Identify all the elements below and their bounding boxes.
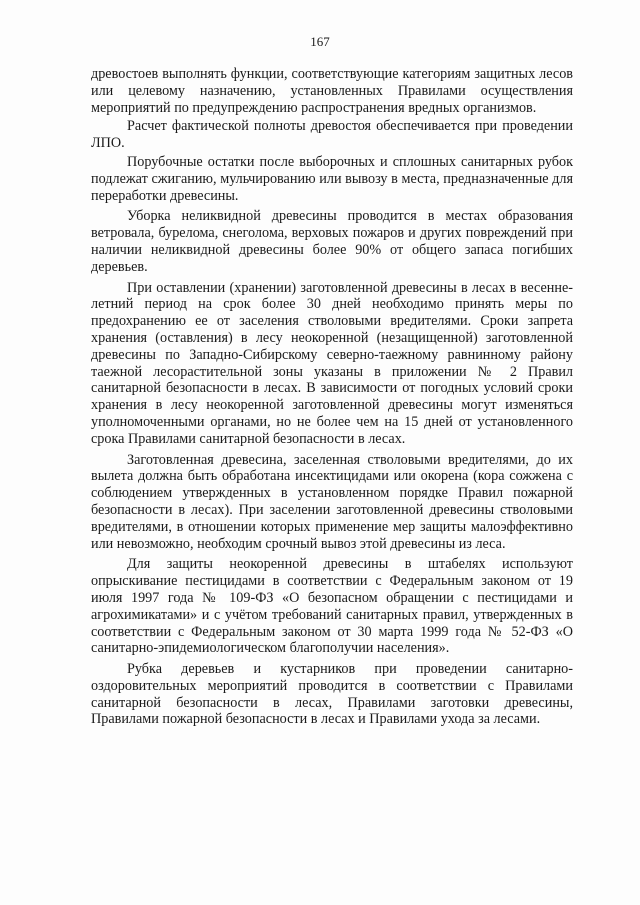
page-number: 167	[310, 34, 330, 49]
paragraph-sanitary-felling: Рубка деревьев и кустарников при проведении санитарно-оздоровительных мероприятий проводится в соответствии с Правилами санитарной безопасности в лесах, Правилами заготовки древесины, Правилами пожарной безопасности в лесах и Правилами ухода за лесами.	[91, 661, 573, 728]
paragraph-density-calculation: Расчет фактической полноты древостоя обеспечивается при проведении ЛПО.	[91, 118, 573, 152]
paragraph-pesticide-spraying: Для защиты неокоренной древесины в штабелях используют опрыскивание пестицидами в соответствии с Федеральным законом от 19 июля 1997 года № 109-ФЗ «О безопасном обращении с пестицидами и агрохимикатами» и с учётом требований санитарных правил, утвержденных в соответствии с Федеральным законом от 30 марта 1999 года № 52-ФЗ «О санитарно-эпидемиологическом благополучии населения».	[91, 556, 573, 657]
paragraph-illiquid-wood-removal: Уборка неликвидной древесины проводится в местах образования ветровала, бурелома, снеголома, верховых пожаров и других повреждений при наличии неликвидной древесины более 90% от общего запаса погибших деревьев.	[91, 208, 573, 275]
document-body	[91, 66, 573, 732]
paragraph-logging-residues: Порубочные остатки после выборочных и сплошных санитарных рубок подлежат сжиганию, мульчированию или вывозу в места, предназначенные для переработки древесины.	[91, 153, 573, 204]
paragraph-infested-wood: Заготовленная древесина, заселенная стволовыми вредителями, до их вылета должна быть обработана инсектицидами или окорена (кора сожжена с соблюдением утвержденных в установленном порядке Правил пожарной безопасности в лесах). При заселении заготовленной древесины стволовыми вредителями, в отношении которых применение мер защиты малоэффективно или невозможно, необходим срочный вывоз этой древесины из леса.	[91, 451, 573, 552]
paragraph-wood-storage: При оставлении (хранении) заготовленной древесины в лесах в весенне-летний период на срок более 30 дней необходимо принять меры по предохранению ее от заселения стволовыми вредителями. Сроки запрета хранения (оставления) в лесу неокоренной (незащищенной) заготовленной древесины по Западно-Сибирскому северно-таежному равнинному району таежной лесорастительной зоны указаны в приложении № 2 Правил санитарной безопасности в лесах. В зависимости от погодных условий сроки хранения в лесу неокоренной заготовленной древесины могут изменяться уполномоченными органами, но не более чем на 15 дней от установленного срока Правилами санитарной безопасности в лесах.	[91, 279, 573, 447]
paragraph-continuation: древостоев выполнять функции, соответствующие категориям защитных лесов или целевому назначению, установленных Правилами осуществления мероприятий по предупреждению распространения вредных организмов.	[91, 66, 573, 116]
